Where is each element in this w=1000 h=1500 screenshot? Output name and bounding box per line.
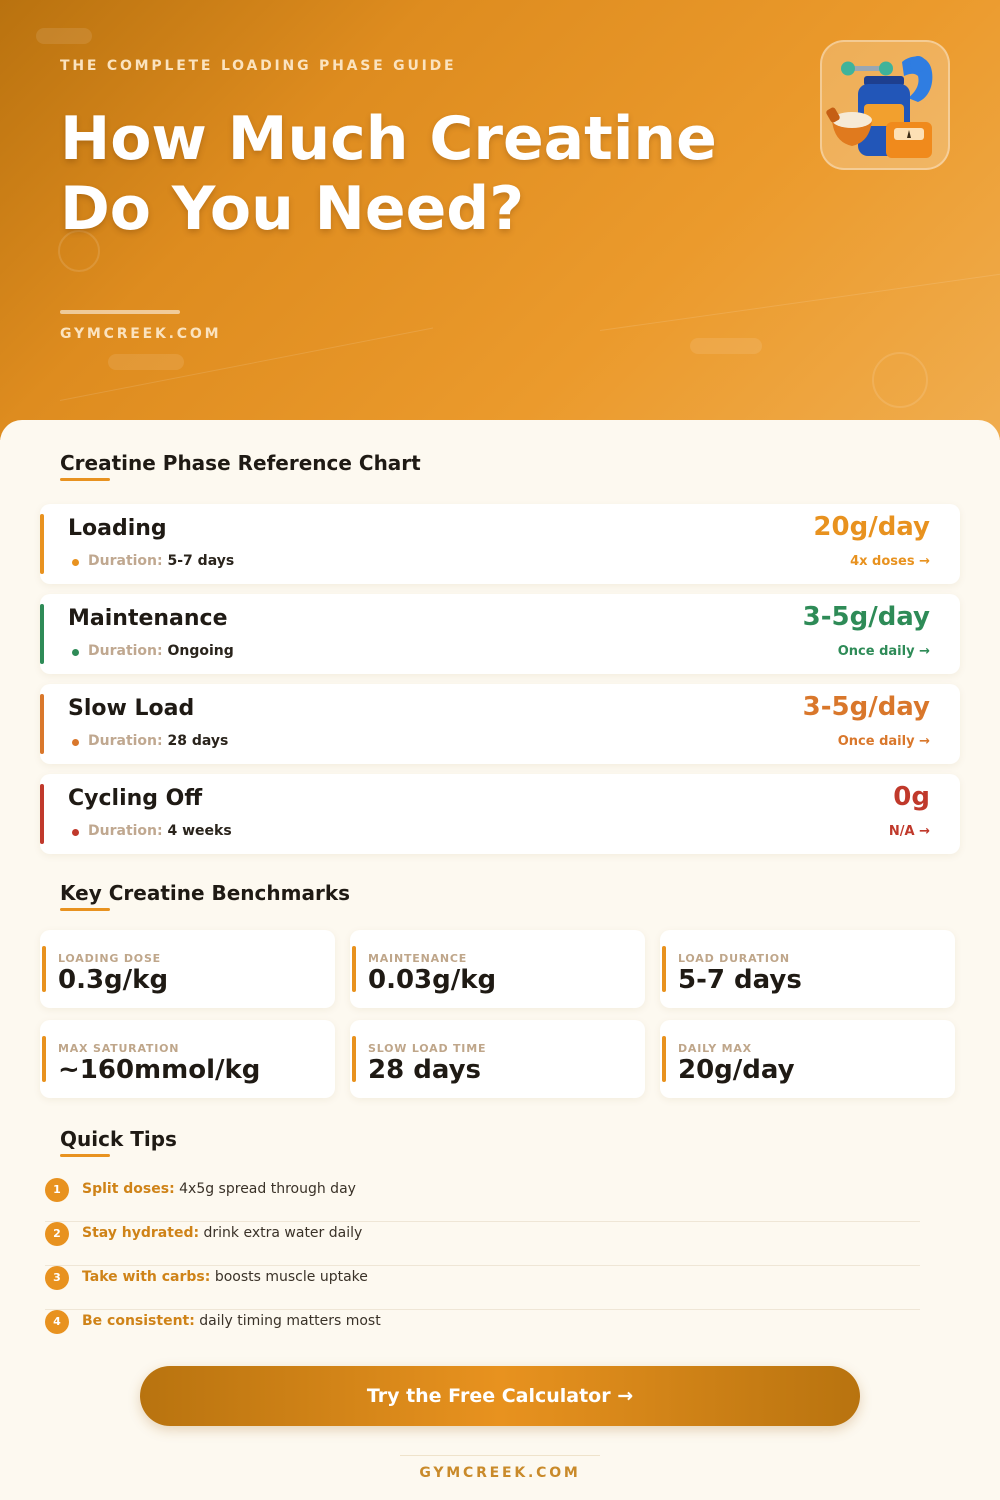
benchmark-value: 28 days (368, 1055, 482, 1085)
benchmark-value: ~160mmol/kg (58, 1055, 261, 1085)
footer-divider (400, 1455, 600, 1456)
tip-body: daily timing matters most (194, 1313, 381, 1329)
benchmark-value: 0.3g/kg (58, 965, 169, 995)
free-calculator-button[interactable]: Try the Free Calculator → (140, 1366, 860, 1426)
bullet-dot-icon (72, 559, 79, 566)
phase-card-slow-load (40, 684, 960, 764)
page-title-line-2: Do You Need? (60, 174, 525, 244)
phase-chart-heading: Creatine Phase Reference Chart (60, 451, 421, 475)
benchmark-accent-bar (42, 946, 46, 992)
benchmark-accent-bar (352, 946, 356, 992)
tip-number-badge: 2 (45, 1222, 69, 1246)
duration-label: Duration: (88, 553, 163, 569)
duration-label: Duration: (88, 733, 163, 749)
benchmark-card (40, 930, 335, 1008)
phase-dose: 20g/day (813, 512, 930, 542)
benchmark-accent-bar (662, 946, 666, 992)
phase-duration (88, 733, 228, 749)
page-title (60, 104, 717, 244)
page-title-line-1: How Much Creatine (60, 104, 717, 174)
benchmark-label: DAILY MAX (678, 1042, 752, 1055)
tip-title: Stay hydrated: (82, 1225, 200, 1241)
benchmarks-heading: Key Creatine Benchmarks (60, 881, 351, 905)
footer-site-link[interactable]: GYMCREEK.COM (419, 1465, 581, 1481)
tip-item (45, 1178, 920, 1222)
tip-text (82, 1181, 356, 1197)
decor-dumbbell (108, 354, 184, 370)
benchmark-card (660, 1020, 955, 1098)
bullet-dot-icon (72, 739, 79, 746)
tip-body: drink extra water daily (199, 1225, 363, 1241)
benchmark-accent-bar (42, 1036, 46, 1082)
benchmark-value: 0.03g/kg (368, 965, 497, 995)
duration-value: 5-7 days (167, 553, 235, 569)
phase-color-bar (40, 694, 44, 754)
tip-title: Split doses: (82, 1181, 175, 1197)
tips-heading: Quick Tips (60, 1127, 177, 1151)
duration-label: Duration: (88, 643, 163, 659)
benchmark-value: 5-7 days (678, 965, 802, 995)
hero-site-name: GYMCREEK.COM (60, 326, 222, 342)
benchmark-card (350, 1020, 645, 1098)
phase-card-cycling-off (40, 774, 960, 854)
duration-value: Ongoing (167, 643, 234, 659)
phase-dose: 3-5g/day (802, 602, 930, 632)
tip-number-badge: 3 (45, 1266, 69, 1290)
tip-item (45, 1222, 920, 1266)
benchmark-card (350, 930, 645, 1008)
phase-name: Loading (68, 516, 167, 541)
hero-divider (60, 310, 180, 314)
benchmark-label: MAINTENANCE (368, 952, 468, 965)
benchmark-label: MAX SATURATION (58, 1042, 180, 1055)
duration-label: Duration: (88, 823, 163, 839)
phase-frequency-link[interactable]: 4x doses → (850, 554, 930, 569)
phase-duration (88, 553, 234, 569)
tip-body: boosts muscle uptake (210, 1269, 368, 1285)
benchmark-label: SLOW LOAD TIME (368, 1042, 487, 1055)
phase-frequency-link[interactable]: N/A → (888, 824, 930, 839)
phase-name: Maintenance (68, 606, 228, 631)
tip-title: Be consistent: (82, 1313, 195, 1329)
benchmarks-underline (60, 908, 110, 911)
tip-item (45, 1310, 920, 1354)
duration-value: 4 weeks (167, 823, 232, 839)
phase-duration (88, 643, 234, 659)
bullet-dot-icon (72, 649, 79, 656)
decor-circle (872, 352, 928, 408)
tip-number-badge: 1 (45, 1178, 69, 1202)
tip-text (82, 1225, 362, 1241)
tip-number-badge: 4 (45, 1310, 69, 1334)
tip-text (82, 1313, 381, 1329)
duration-value: 28 days (167, 733, 229, 749)
benchmark-card (40, 1020, 335, 1098)
benchmark-value: 20g/day (678, 1055, 795, 1085)
creatine-jar-icon (822, 42, 952, 172)
phase-color-bar (40, 604, 44, 664)
benchmark-accent-bar (352, 1036, 356, 1082)
phase-duration (88, 823, 232, 839)
decor-dumbbell (690, 338, 762, 354)
benchmark-label: LOADING DOSE (58, 952, 161, 965)
phase-card-maintenance (40, 594, 960, 674)
decor-line (600, 272, 1000, 331)
bullet-dot-icon (72, 829, 79, 836)
decor-dumbbell (36, 28, 92, 44)
tip-item (45, 1266, 920, 1310)
tips-underline (60, 1154, 110, 1157)
benchmark-card (660, 930, 955, 1008)
tip-title: Take with carbs: (82, 1269, 211, 1285)
hero-eyebrow: THE COMPLETE LOADING PHASE GUIDE (60, 58, 457, 74)
benchmark-label: LOAD DURATION (678, 952, 790, 965)
phase-chart-underline (60, 478, 110, 481)
phase-card-loading (40, 504, 960, 584)
phase-color-bar (40, 784, 44, 844)
phase-frequency-link[interactable]: Once daily → (837, 734, 930, 749)
phase-color-bar (40, 514, 44, 574)
tip-text (82, 1269, 368, 1285)
phase-name: Cycling Off (68, 786, 203, 811)
phase-name: Slow Load (68, 696, 195, 721)
tip-body: 4x5g spread through day (174, 1181, 356, 1197)
phase-dose: 3-5g/day (802, 692, 930, 722)
phase-dose: 0g (893, 782, 930, 812)
phase-frequency-link[interactable]: Once daily → (837, 644, 930, 659)
supplement-illustration (820, 40, 950, 170)
benchmark-accent-bar (662, 1036, 666, 1082)
hero-banner (0, 0, 1000, 440)
